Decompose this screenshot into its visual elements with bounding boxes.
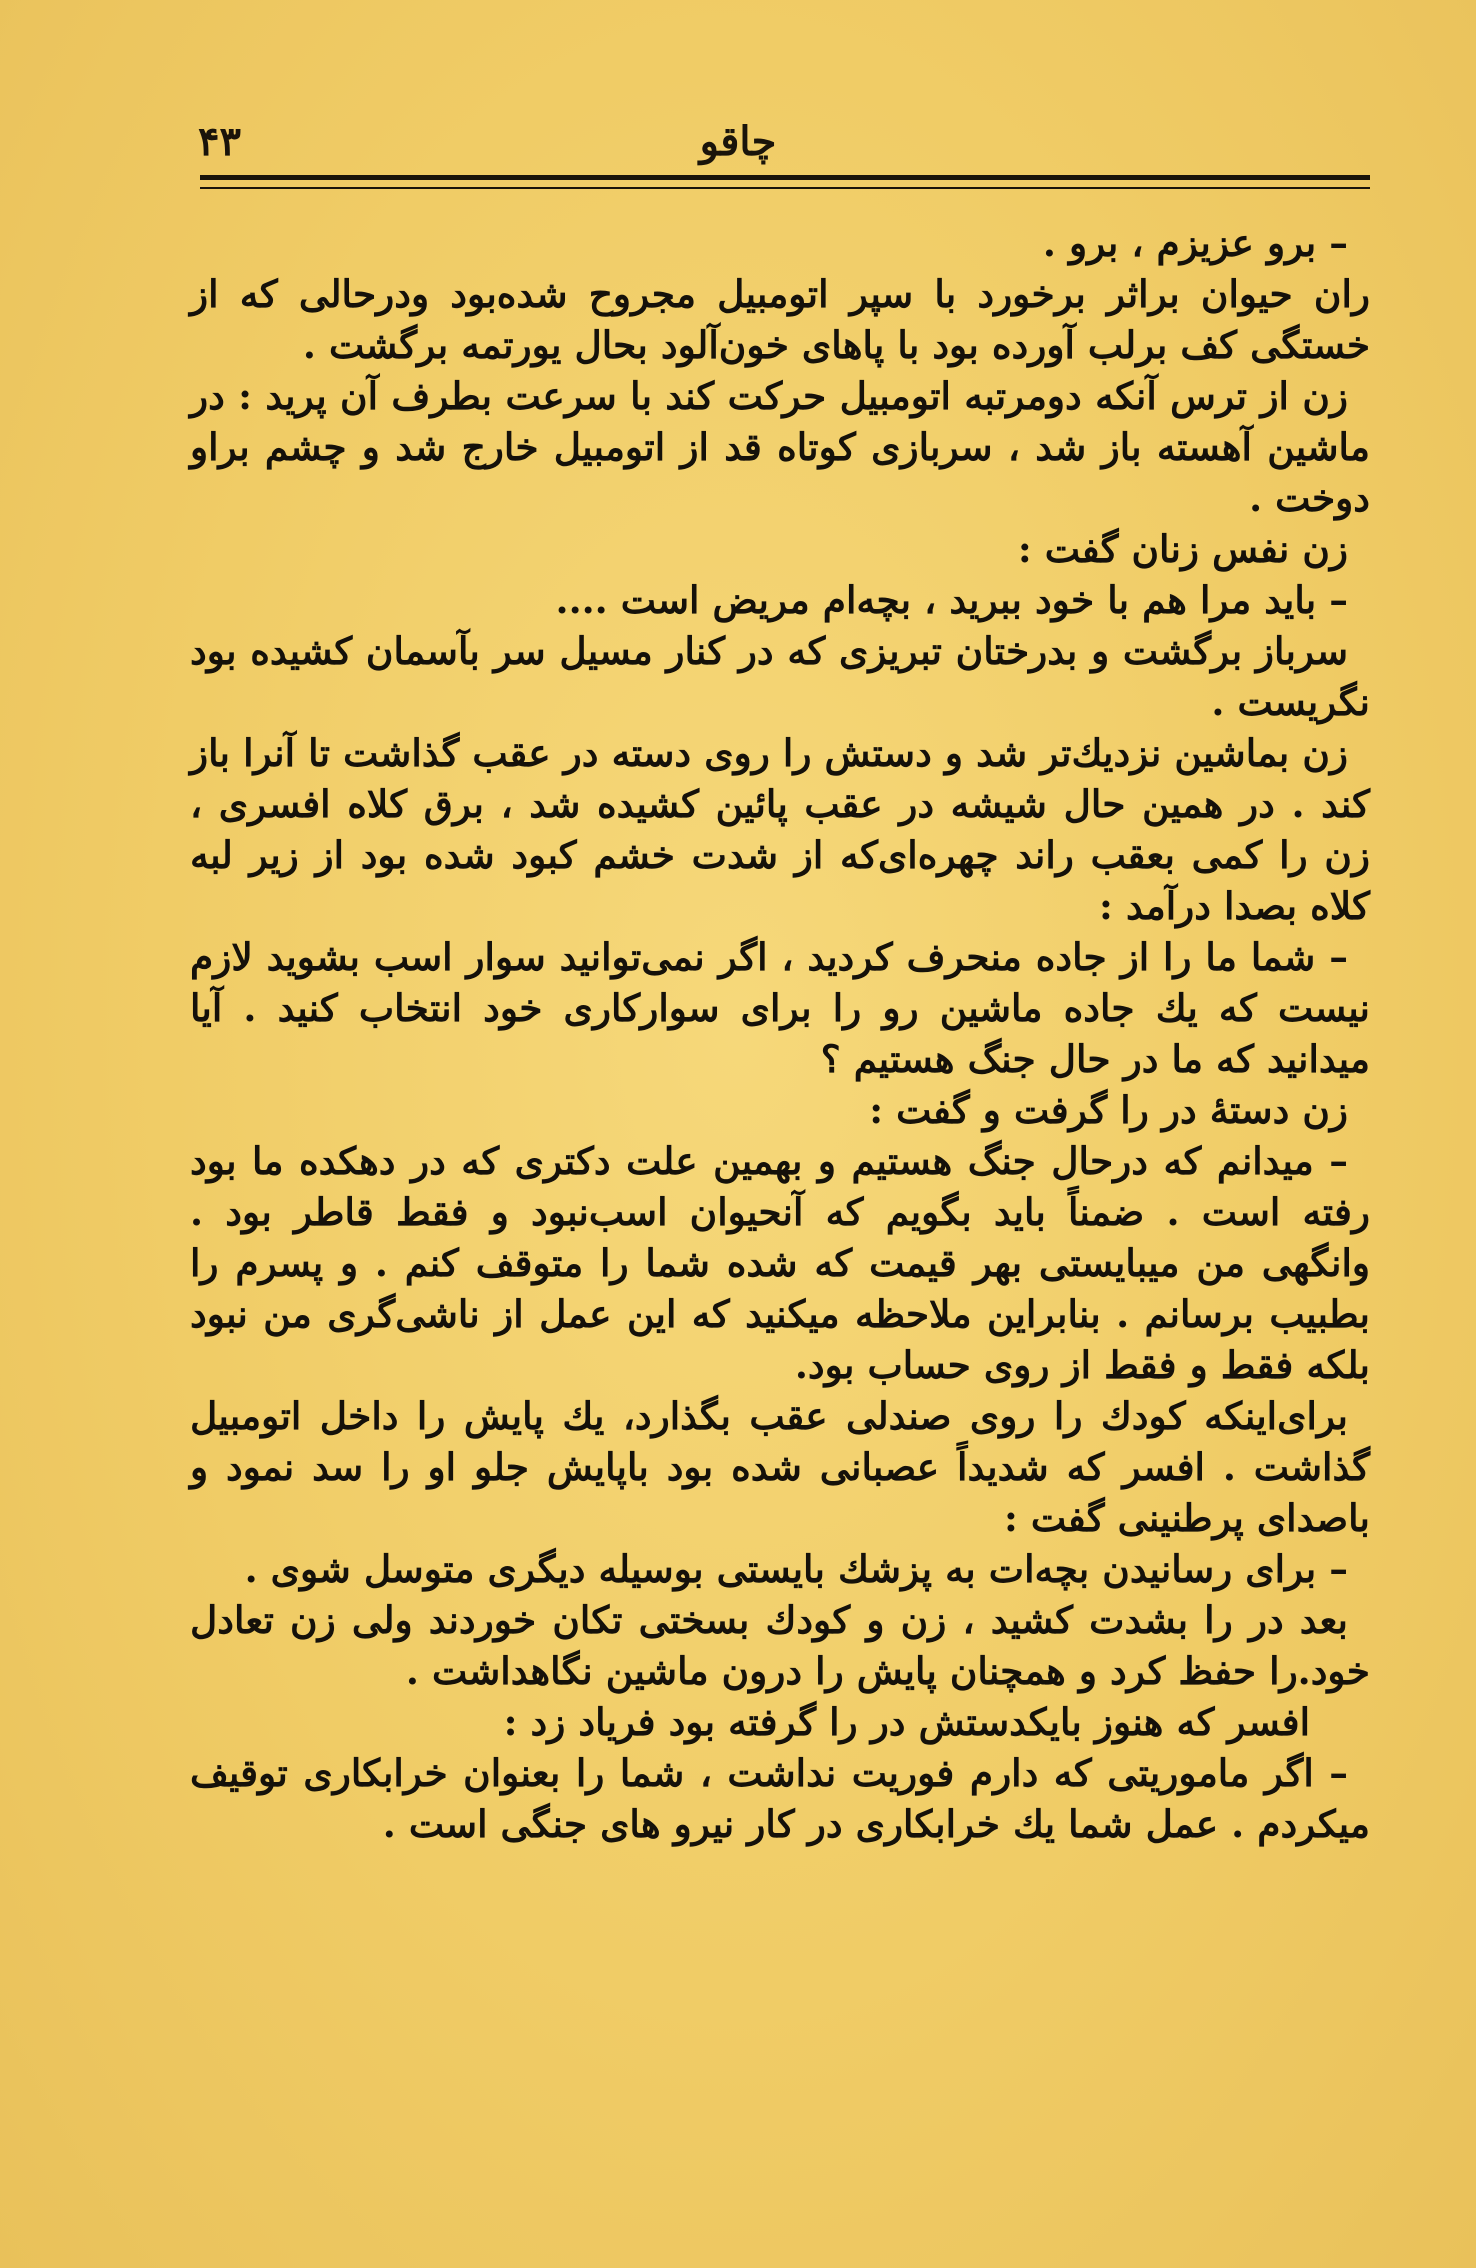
- paragraph: سرباز برگشت و بدرختان تبریزی که در کنار مسیل سر بآسمان کشیده بود نگریست .: [190, 629, 1370, 724]
- body-text: [190, 218, 1370, 1850]
- paragraph: – برو عزیزم ، برو .: [1042, 221, 1348, 265]
- paragraph: بعد در را بشدت کشید ، زن و کودك بسختی تکان خوردند ولی زن تعادل خود.را حفظ کرد و همچنان پایش را درون ماشین نگاهداشت .: [190, 1598, 1370, 1693]
- paragraph: افسر که هنوز بایکدستش در را گرفته بود فریاد زد :: [503, 1700, 1310, 1744]
- paragraph: زن نفس زنان گفت :: [1017, 527, 1348, 571]
- paragraph: ران حیوان براثر برخورد با سپر اتومبیل مجروح شده‌بود ودرحالی که از خستگی کف برلب آورده بود با پاهای خون‌آلود بحال یورتمه برگشت .: [190, 272, 1370, 367]
- paragraph: – شما ما را از جاده منحرف کردید ، اگر نمی‌توانید سوار اسب بشوید لازم نیست که یك جاده ماشین رو را برای سوارکاری خود انتخاب کنید . آیا میدانید که ما در حال جنگ هستیم ؟: [190, 935, 1370, 1081]
- paragraph: زن از ترس آنکه دومرتبه اتومبیل حرکت کند با سرعت بطرف آن پرید : در ماشین آهسته باز شد ، سربازی کوتاه قد از اتومبیل خارج شد و چشم براو دوخت .: [190, 374, 1370, 520]
- running-title: چاقو: [699, 118, 777, 165]
- page-number: ۴۳: [198, 118, 241, 165]
- paragraph: – میدانم که درحال جنگ هستیم و بهمین علت دکتری که در دهکده ما بود رفته است . ضمناً باید بگویم که آنحیوان اسب‌نبود و فقط قاطر بود . وانگهی من میبایستی بهر قیمت که شده شما را متوقف کنم . و پسرم را بطبیب برسانم . بنابراین ملاحظه میکنید که این عمل از ناشی‌گری من نبود بلکه فقط و فقط از روی حساب بود.: [190, 1139, 1370, 1387]
- paragraph: – اگر ماموریتی که دارم فوریت نداشت ، شما را بعنوان خرابکاری توقیف میکردم . عمل شما یك خرابکاری در کار نیرو های جنگی است .: [190, 1751, 1370, 1846]
- paragraph: برای‌اینکه کودك را روی صندلی عقب بگذارد، یك پایش را داخل اتومبیل گذاشت . افسر که شدیداً عصبانی شده بود باپایش جلو او را سد نمود و باصدای پرطنینی گفت :: [190, 1394, 1370, 1540]
- header-rule-thin: [200, 187, 1370, 189]
- header-rule-thick: [200, 175, 1370, 180]
- paragraph: – باید مرا هم با خود ببرید ، بچه‌ام مریض است ....: [555, 578, 1348, 622]
- paragraph: زن بماشین نزدیك‌تر شد و دستش را روی دسته در عقب گذاشت تا آنرا باز کند . در همین حال شیشه در عقب پائین کشیده شد ، برق کلاه افسری ، زن را کمی بعقب راند چهره‌ای‌که از شدت خشم کبود شده بود از زیر لبه کلاه بصدا درآمد :: [190, 731, 1370, 928]
- paragraph: – برای رسانیدن بچه‌ات به پزشك بایستی بوسیله دیگری متوسل شوی .: [244, 1547, 1348, 1591]
- paragraph: زن دستهٔ در را گرفت و گفت :: [869, 1088, 1348, 1132]
